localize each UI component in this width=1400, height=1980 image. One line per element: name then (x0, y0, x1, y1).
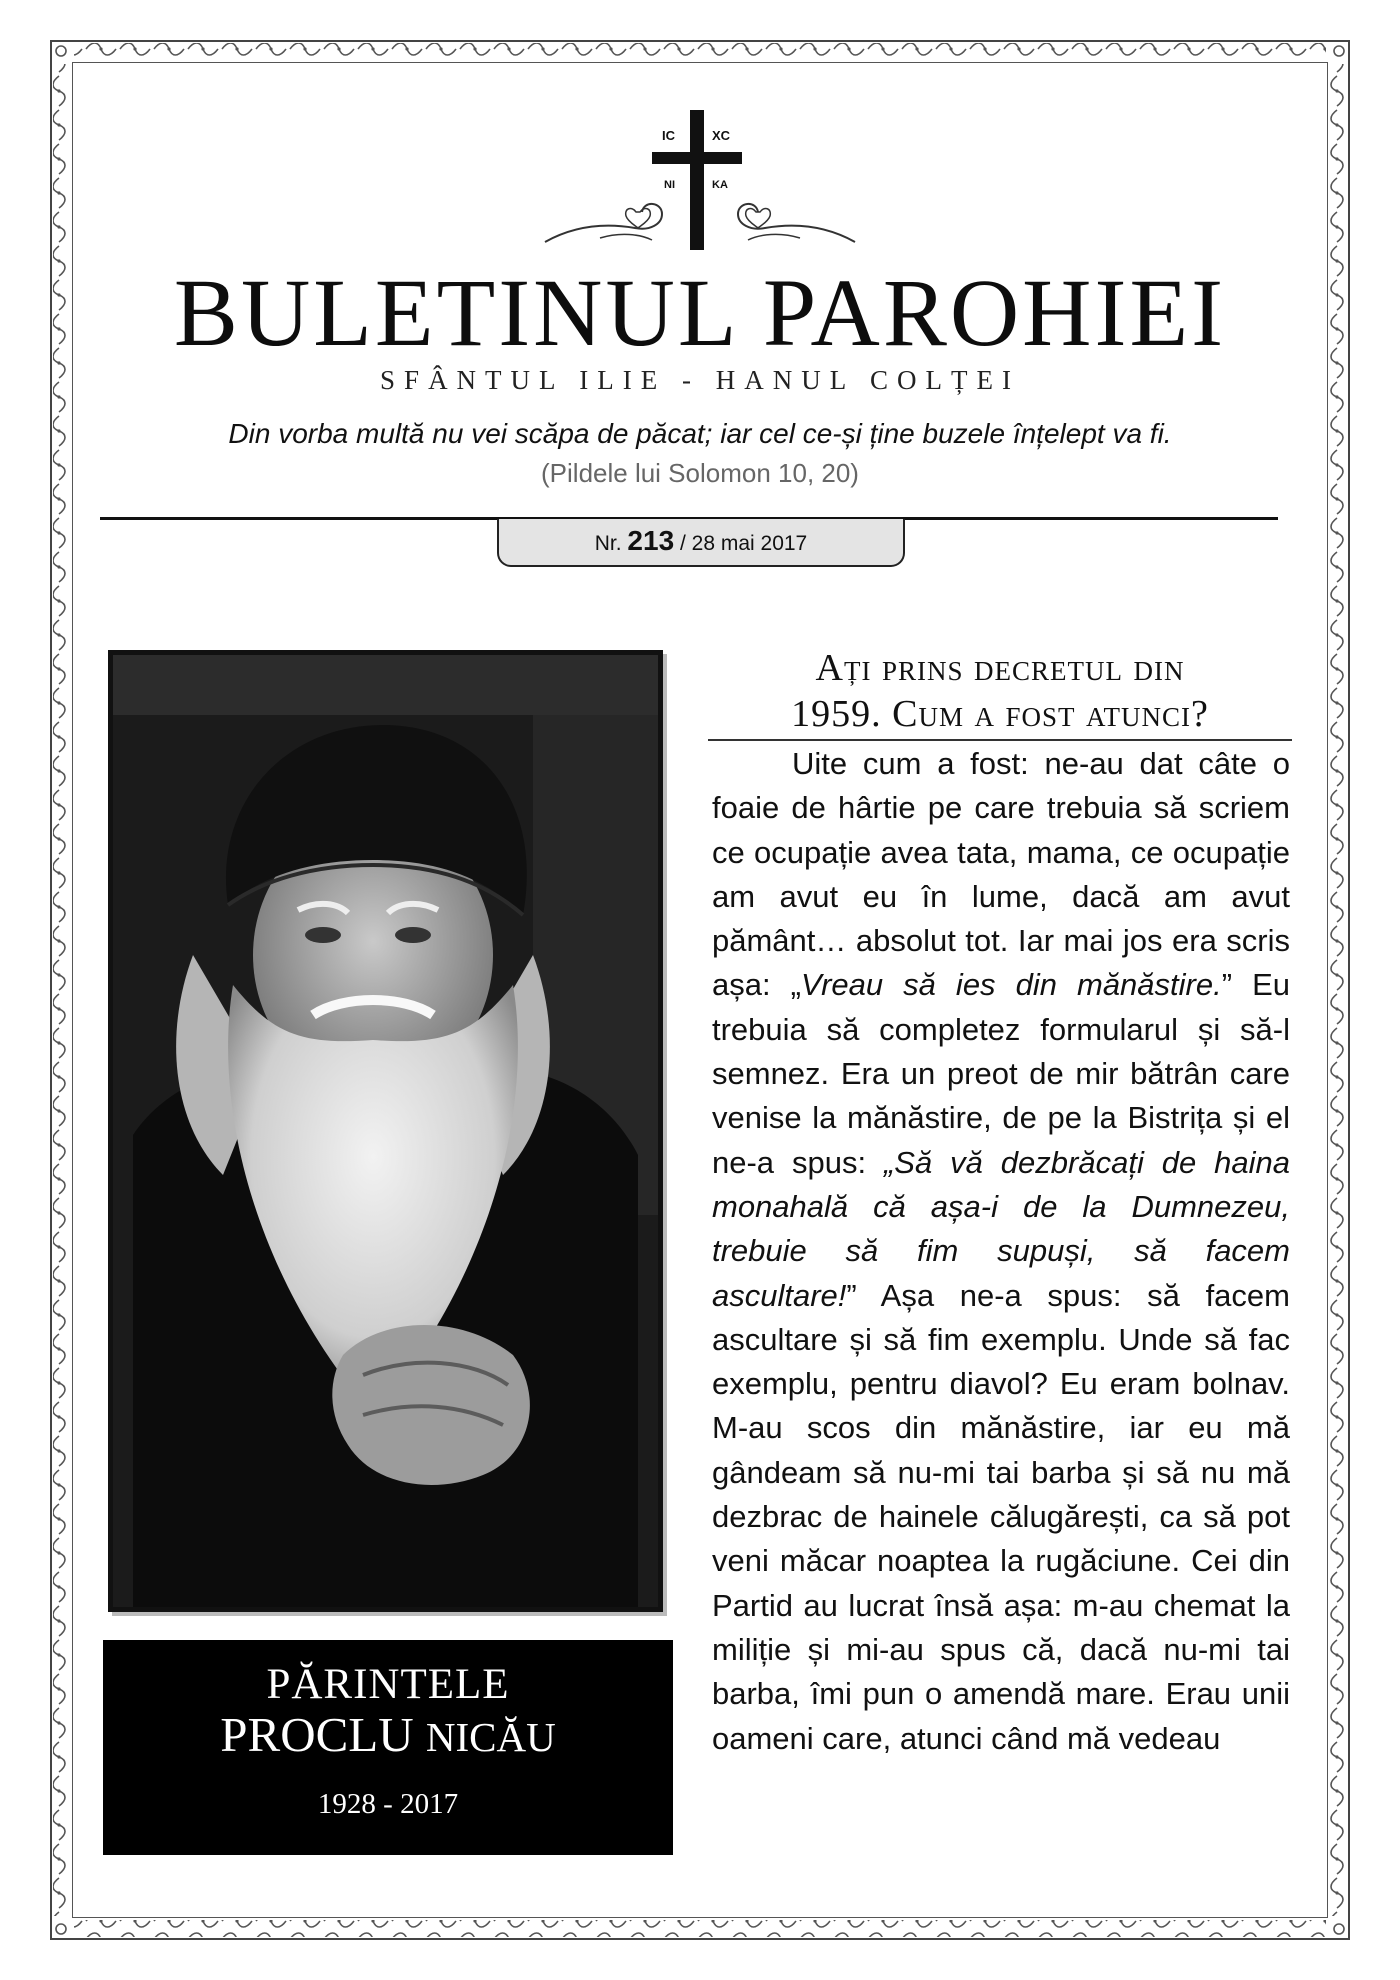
parish-name: SFÂNTUL ILIE - HANUL COLȚEI (380, 365, 1020, 395)
article-text-segment: Uite cum a fost: ne-au dat câte o foaie de hârtie pe care trebuia să scriem ce ocupație avea tata, mama, ce ocupație am avut eu în lume, dacă am avut pământ… absolut tot. Iar mai jos era scris așa: „ (712, 746, 1290, 1003)
portrait-photo (108, 650, 663, 1612)
article-title-line-2: 1959. Cum a fost atunci? (791, 693, 1209, 735)
newsletter-title: BULETINUL PAROHIEI (173, 259, 1227, 366)
cross-letter-ni: NI (664, 179, 675, 191)
article-title-line-1: Ați prins decretul din (815, 647, 1185, 689)
article-title (708, 645, 1292, 737)
caption-title: PĂRINTELE (266, 1661, 510, 1708)
article-text-segment-italic: „Să vă dezbrăcați de haina monahală că așa-i de la Dumnezeu, trebuie să fim supuși, să facem ascultare! (712, 1144, 1290, 1313)
portrait-illustration (113, 655, 658, 1607)
issue-badge (497, 519, 905, 567)
cross-letter-ka: KA (712, 179, 728, 191)
issue-date: / 28 mai 2017 (679, 532, 808, 555)
issue-prefix: Nr. (594, 532, 622, 555)
article-body (712, 742, 1290, 1761)
portrait-caption (103, 1640, 673, 1855)
issue-number: 213 (627, 525, 675, 556)
scripture-quote: Din vorba multă nu vei scăpa de păcat; iar cel ce-și ține buzele înțelept va fi. (228, 418, 1172, 449)
scripture-reference: (Pildele lui Solomon 10, 20) (541, 458, 859, 488)
orthodox-cross-icon (540, 110, 860, 260)
article-title-underline (708, 739, 1292, 741)
cross-letter-xc: XC (712, 128, 731, 143)
caption-name-main: PROCLU (220, 1707, 426, 1762)
caption-years: 1928 - 2017 (317, 1788, 459, 1820)
cross-letter-ic: IC (662, 128, 675, 143)
article-text-segment: ” Eu trebuia să completez formularul și să-l semnez. Era un preot de mir bătrân care venise la mănăstire, de pe la Bistrița și el ne-a spus: (712, 967, 1290, 1180)
caption-name (103, 1706, 673, 1763)
caption-name-surname: NICĂU (425, 1714, 556, 1760)
article-text-segment-italic: Vreau să ies din mănăstire. (800, 967, 1222, 1003)
article-text-segment: ” Așa ne-a spus: să facem ascultare și să fim exemplu. Unde să fac exemplu, pentru diavol? Eu eram bolnav. M-au scos din mănăstire, iar eu mă gândeam să nu-mi tai barba și să nu mă dezbrac de hainele călugărești, ca să pot veni măcar noaptea la rugăciune. Cei din Partid au lucrat însă așa: m-au chemat la miliție și mi-au spus că, dacă nu-mi tai barba, îmi pun o amendă mare. Erau unii oameni care, atunci când mă vedeau (712, 1277, 1290, 1756)
